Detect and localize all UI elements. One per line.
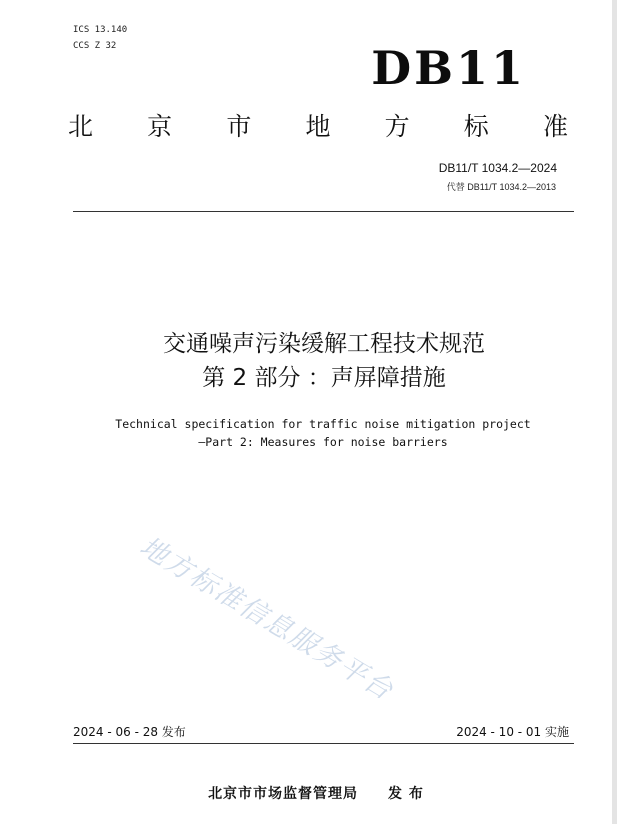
standard-number: DB11/T 1034.2—2024 [438,161,557,175]
english-title [0,415,617,451]
local-standard-char: 北 [68,112,94,141]
page-edge-shadow [612,0,617,824]
chinese-title-line2: 第 2 部分 ：声屏障措施 [202,365,446,391]
ics-code: ICS 13.140 [73,25,128,35]
chinese-title [0,327,617,395]
implement-date: 2024 - 10 - 01 实施 [456,725,569,739]
publish-date: 2024 - 06 - 28 发布 [73,725,186,739]
local-standard-char: 标 [463,112,489,141]
english-title-line1: Technical specification for traffic noise mitigation project [115,417,531,431]
footer-divider [73,743,574,744]
chinese-title-line1: 交通噪声污染缓解工程技术规范 [163,331,485,357]
local-standard-heading [68,110,568,144]
local-standard-char: 准 [542,112,568,141]
issuing-authority: 北京市市场监督管理局 发 布 [208,786,424,802]
local-standard-char: 市 [226,112,252,141]
replaced-standard: 代替 DB11/T 1034.2—2013 [446,182,556,192]
classification-codes [73,22,127,54]
standard-mark: DB11 [371,41,526,95]
local-standard-char: 京 [147,112,173,141]
watermark: 地方标准信息服务平台 [134,531,399,707]
header-divider [73,211,574,212]
local-standard-char: 地 [305,112,331,141]
local-standard-char: 方 [384,112,410,141]
ccs-code: CCS Z 32 [73,41,117,51]
english-title-line2: —Part 2: Measures for noise barriers [198,435,448,449]
